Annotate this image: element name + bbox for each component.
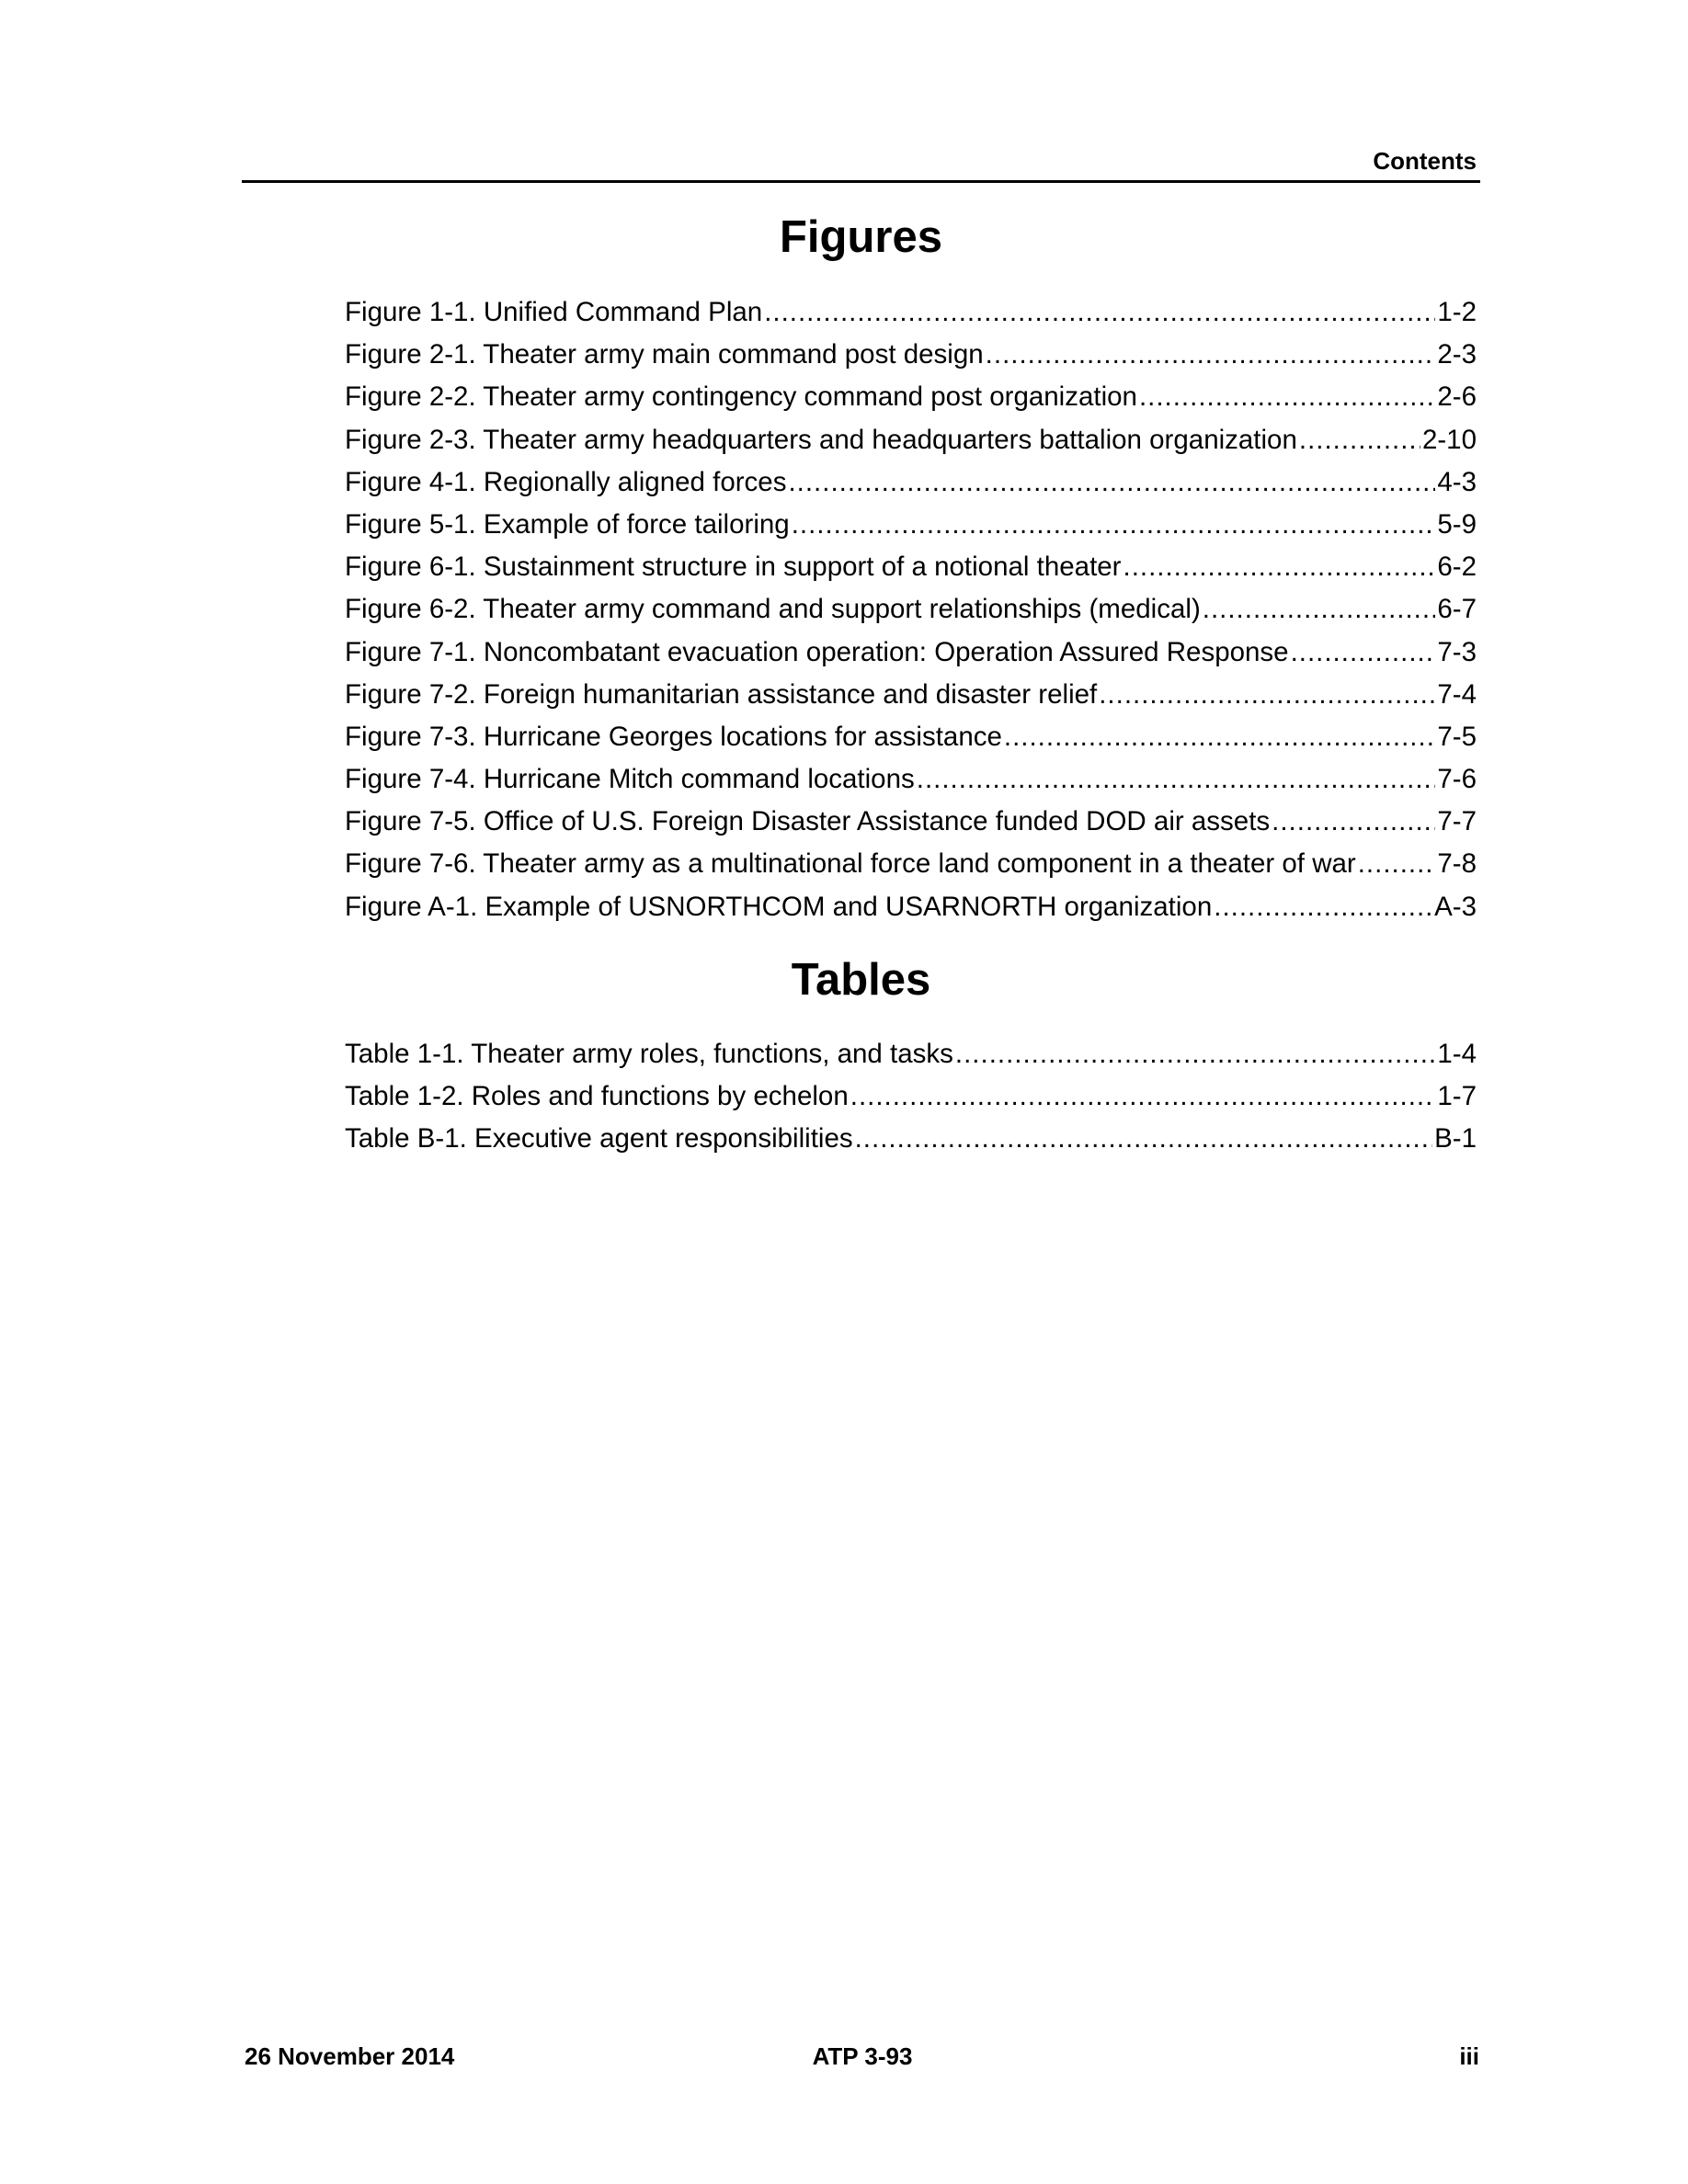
figure-entry-title: Figure 6-1. Sustainment structure in support of a notional theater (345, 552, 1122, 583)
dot-leader (986, 337, 1436, 372)
footer-date: 26 November 2014 (245, 2042, 455, 2070)
figure-entry[interactable] (345, 507, 1480, 550)
figure-entry-page: 5-9 (1437, 508, 1477, 540)
figure-entry-page: 2-6 (1437, 381, 1477, 413)
dot-leader (1123, 550, 1436, 585)
dot-leader (850, 1079, 1436, 1114)
running-head-title: Contents (1373, 147, 1477, 175)
figure-entry[interactable] (345, 762, 1480, 804)
footer-page-number: iii (1459, 2042, 1479, 2070)
dot-leader (1299, 423, 1420, 458)
figure-entry-title: Figure 6-2. Theater army command and support relationships (medical) (345, 594, 1201, 625)
dot-leader (1214, 890, 1432, 925)
figure-entry-page: 2-3 (1437, 339, 1477, 370)
dot-leader (788, 465, 1435, 500)
tables-heading: Tables (791, 955, 931, 1005)
dot-leader (1004, 720, 1435, 755)
figure-entry[interactable] (345, 804, 1480, 847)
dot-leader (955, 1037, 1435, 1072)
table-entry-page: B-1 (1434, 1123, 1477, 1155)
table-entry-title: Table 1-1. Theater army roles, functions, and tasks (345, 1039, 953, 1069)
figure-entry-page: 7-3 (1437, 636, 1477, 667)
figure-entry-page: 2-10 (1421, 424, 1477, 455)
figure-entry-title: Figure 1-1. Unified Command Plan (345, 297, 763, 327)
figures-list (345, 295, 1480, 932)
figure-entry-title: Figure 4-1. Regionally aligned forces (345, 466, 787, 497)
figure-entry[interactable] (345, 635, 1480, 677)
figure-entry[interactable] (345, 380, 1480, 422)
figure-entry-page: 7-5 (1437, 721, 1477, 752)
figure-entry[interactable] (345, 890, 1480, 932)
figure-entry-title: Figure 7-6. Theater army as a multinational force land component in a theater of war (345, 848, 1356, 880)
figures-heading: Figures (780, 212, 942, 262)
table-entry[interactable] (345, 1079, 1480, 1121)
figure-entry-title: Figure 5-1. Example of force tailoring (345, 508, 790, 540)
figure-entry-title: Figure 7-5. Office of U.S. Foreign Disaster Assistance funded DOD air assets (345, 806, 1271, 837)
figure-entry[interactable] (345, 720, 1480, 762)
dot-leader (1139, 380, 1435, 415)
figure-entry-page: 7-6 (1437, 764, 1477, 795)
figure-entry[interactable] (345, 465, 1480, 507)
figure-entry-title: Figure 2-1. Theater army main command post design (345, 339, 984, 370)
dot-leader (1358, 847, 1436, 882)
table-entry-title: Table B-1. Executive agent responsibilities (345, 1123, 853, 1155)
figure-entry[interactable] (345, 847, 1480, 889)
footer-document-id: ATP 3-93 (812, 2042, 913, 2070)
dot-leader (1272, 804, 1435, 839)
table-entry[interactable] (345, 1121, 1480, 1164)
figure-entry-page: 7-7 (1437, 806, 1477, 837)
figure-entry-title: Figure A-1. Example of USNORTHCOM and USARNORTH organization (345, 891, 1213, 922)
figure-entry-title: Figure 2-2. Theater army contingency command post organization (345, 381, 1137, 413)
table-entry-page: 1-7 (1437, 1081, 1477, 1112)
figure-entry-title: Figure 7-3. Hurricane Georges locations for assistance (345, 721, 1002, 752)
figure-entry-page: 1-2 (1437, 297, 1477, 327)
figure-entry-page: 7-8 (1437, 848, 1477, 880)
figure-entry[interactable] (345, 295, 1480, 337)
table-entry[interactable] (345, 1037, 1480, 1079)
tables-list (345, 1037, 1480, 1165)
figure-entry-page: 7-4 (1437, 678, 1477, 710)
figure-entry-title: Figure 7-1. Noncombatant evacuation operation: Operation Assured Response (345, 636, 1289, 667)
dot-leader (1291, 635, 1436, 670)
dot-leader (1099, 677, 1435, 712)
running-head (242, 147, 1480, 183)
figure-entry-page: 4-3 (1437, 466, 1477, 497)
dot-leader (855, 1121, 1432, 1156)
figure-entry-page: A-3 (1434, 891, 1477, 922)
table-entry-title: Table 1-2. Roles and functions by echelon (345, 1081, 849, 1112)
table-entry-page: 1-4 (1437, 1039, 1477, 1069)
figure-entry[interactable] (345, 550, 1480, 592)
dot-leader (1203, 592, 1436, 627)
figure-entry[interactable] (345, 592, 1480, 634)
figure-entry[interactable] (345, 677, 1480, 720)
dot-leader (792, 507, 1436, 542)
figure-entry-title: Figure 7-2. Foreign humanitarian assistance and disaster relief (345, 678, 1098, 710)
figure-entry[interactable] (345, 337, 1480, 380)
figure-entry-page: 6-7 (1437, 594, 1477, 625)
figure-entry-title: Figure 2-3. Theater army headquarters and headquarters battalion organization (345, 424, 1297, 455)
dot-leader (917, 762, 1436, 797)
figure-entry-title: Figure 7-4. Hurricane Mitch command locations (345, 764, 915, 795)
figure-entry[interactable] (345, 423, 1480, 465)
dot-leader (764, 295, 1435, 330)
figure-entry-page: 6-2 (1437, 552, 1477, 583)
